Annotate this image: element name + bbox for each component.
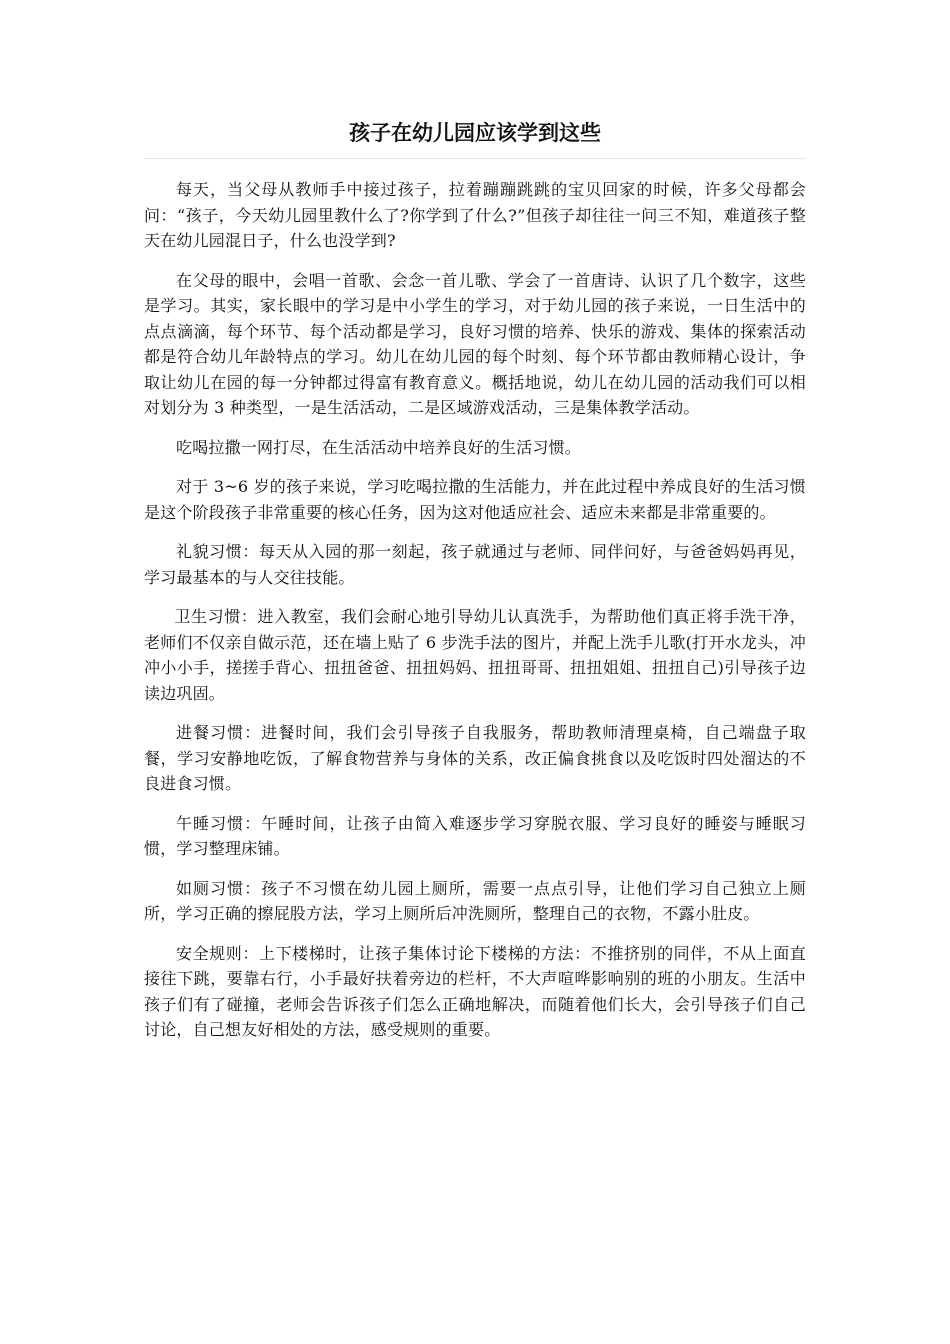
document-body xyxy=(144,177,806,1043)
paragraph-dining-habit: 进餐习惯：进餐时间，我们会引导孩子自我服务，帮助教师清理桌椅，自己端盘子取餐，学习安静地吃饭，了解食物营养与身体的关系，改正偏食挑食以及吃饭时四处溜达的不良进食习惯。 xyxy=(144,723,806,793)
paragraph-hygiene-habit: 卫生习惯：进入教室，我们会耐心地引导幼儿认真洗手，为帮助他们真正将手洗干净，老师们不仅亲自做示范，还在墙上贴了 6 步洗手法的图片，并配上洗手儿歌(打开水龙头，冲冲小小手，搓搓手背心、扭扭爸爸、扭扭妈妈、扭扭哥哥、扭扭姐姐、扭扭自己)引导孩子边读边巩固。 xyxy=(144,607,806,703)
paragraph-manners-habit: 礼貌习惯：每天从入园的那一刻起，孩子就通过与老师、同伴问好，与爸爸妈妈再见，学习最基本的与人交往技能。 xyxy=(144,542,806,587)
paragraph-learning-view: 在父母的眼中，会唱一首歌、会念一首儿歌、学会了一首唐诗、认识了几个数字，这些是学习。其实，家长眼中的学习是中小学生的学习，对于幼儿园的孩子来说，一日生活中的点点滴滴，每个环节、每个活动都是学习，良好习惯的培养、快乐的游戏、集体的探索活动都是符合幼儿年龄特点的学习。幼儿在幼儿园的每个时刻、每个环节都由教师精心设计，争取让幼儿在园的每一分钟都过得富有教育意义。概括地说，幼儿在幼儿园的活动我们可以相对划分为 3 种类型，一是生活活动，二是区域游戏活动，三是集体教学活动。 xyxy=(144,270,806,417)
document-page xyxy=(144,118,806,1057)
paragraph-safety-rules: 安全规则：上下楼梯时，让孩子集体讨论下楼梯的方法：不推挤别的同伴，不从上面直接往下跳，要靠右行，小手最好扶着旁边的栏杆，不大声喧哗影响别的班的小朋友。生活中孩子们有了碰撞，老师会告诉孩子们怎么正确地解决，而随着他们长大，会引导孩子们自己讨论，自己想友好相处的方法，感受规则的重要。 xyxy=(144,943,806,1039)
paragraph-nap-habit: 午睡习惯：午睡时间，让孩子由简入难逐步学习穿脱衣服、学习良好的睡姿与睡眠习惯，学习整理床铺。 xyxy=(144,813,806,858)
paragraph-life-activity-heading: 吃喝拉撒一网打尽，在生活活动中培养良好的生活习惯。 xyxy=(176,437,582,457)
document-title: 孩子在幼儿园应该学到这些 xyxy=(144,118,806,159)
paragraph-toilet-habit: 如厕习惯：孩子不习惯在幼儿园上厕所，需要一点点引导，让他们学习自己独立上厕所，学习正确的擦屁股方法，学习上厕所后冲洗厕所，整理自己的衣物，不露小肚皮。 xyxy=(144,878,806,923)
paragraph-intro: 每天，当父母从教师手中接过孩子，拉着蹦蹦跳跳的宝贝回家的时候，许多父母都会问：“孩子，今天幼儿园里教什么了?你学到了什么?”但孩子却往往一问三不知，难道孩子整天在幼儿园混日子，什么也没学到? xyxy=(144,180,806,250)
paragraph-age-3-6: 对于 3~6 岁的孩子来说，学习吃喝拉撒的生活能力，并在此过程中养成良好的生活习惯是这个阶段孩子非常重要的核心任务，因为这对他适应社会、适应未来都是非常重要的。 xyxy=(144,477,806,522)
